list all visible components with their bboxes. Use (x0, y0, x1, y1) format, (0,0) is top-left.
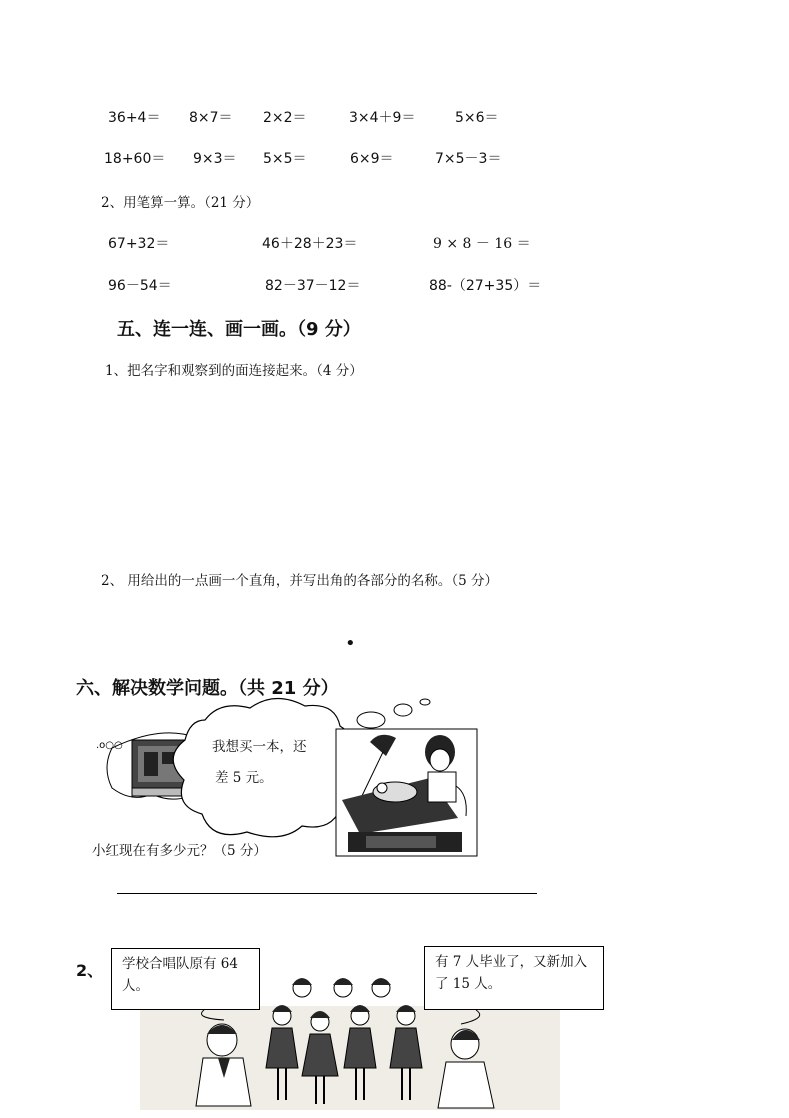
oral-problem: 3×4＋9＝ (349, 110, 416, 126)
thought-bubble-line-1: 我想买一本，还 (212, 739, 307, 755)
written-problem: 67+32＝ (108, 236, 170, 252)
section-five-question-2: 2、 用给出的一点画一个直角，并写出角的各部分的名称。（5 分） (101, 573, 499, 589)
oral-problem: 5×6＝ (455, 110, 499, 126)
oral-problem: 2×2＝ (263, 110, 307, 126)
oral-problem: 8×7＝ (189, 110, 233, 126)
problem-1-question: 小红现在有多少元？（5 分） (92, 843, 267, 859)
given-point-dot: • (345, 633, 356, 654)
thought-bubble-line-2: 差 5 元。 (215, 770, 273, 786)
written-problem: 9 × 8 － 16 ＝ (433, 236, 531, 252)
oral-problem: 36+4＝ (108, 110, 161, 126)
oral-problem: 7×5－3＝ (435, 151, 502, 167)
oral-problem: 5×5＝ (263, 151, 307, 167)
oral-problem: 9×3＝ (193, 151, 237, 167)
written-problem: 82－37－12＝ (265, 278, 361, 294)
written-problem: 88-（27+35）＝ (429, 278, 542, 294)
section-six-title: 六、解决数学问题。（共 21 分） (76, 678, 339, 699)
written-calc-instruction: 2、用笔算一算。（21 分） (101, 195, 260, 211)
section-five-question-1: 1、把名字和观察到的面连接起来。（4 分） (105, 363, 363, 379)
oral-problem: 18+60＝ (104, 151, 166, 167)
written-problem: 46＋28＋23＝ (262, 236, 358, 252)
speech-box-right: 有 7 人毕业了，又新加入了 15 人。 (424, 946, 604, 1010)
speech-box-left: 学校合唱队原有 64 人。 (111, 948, 260, 1010)
oral-problem: 6×9＝ (350, 151, 394, 167)
svg-text:.o○○: .o○○ (96, 740, 123, 751)
problem-2-number: 2、 (76, 961, 104, 980)
written-problem: 96－54＝ (108, 278, 172, 294)
section-five-title: 五、连一连、画一画。（9 分） (117, 319, 361, 340)
